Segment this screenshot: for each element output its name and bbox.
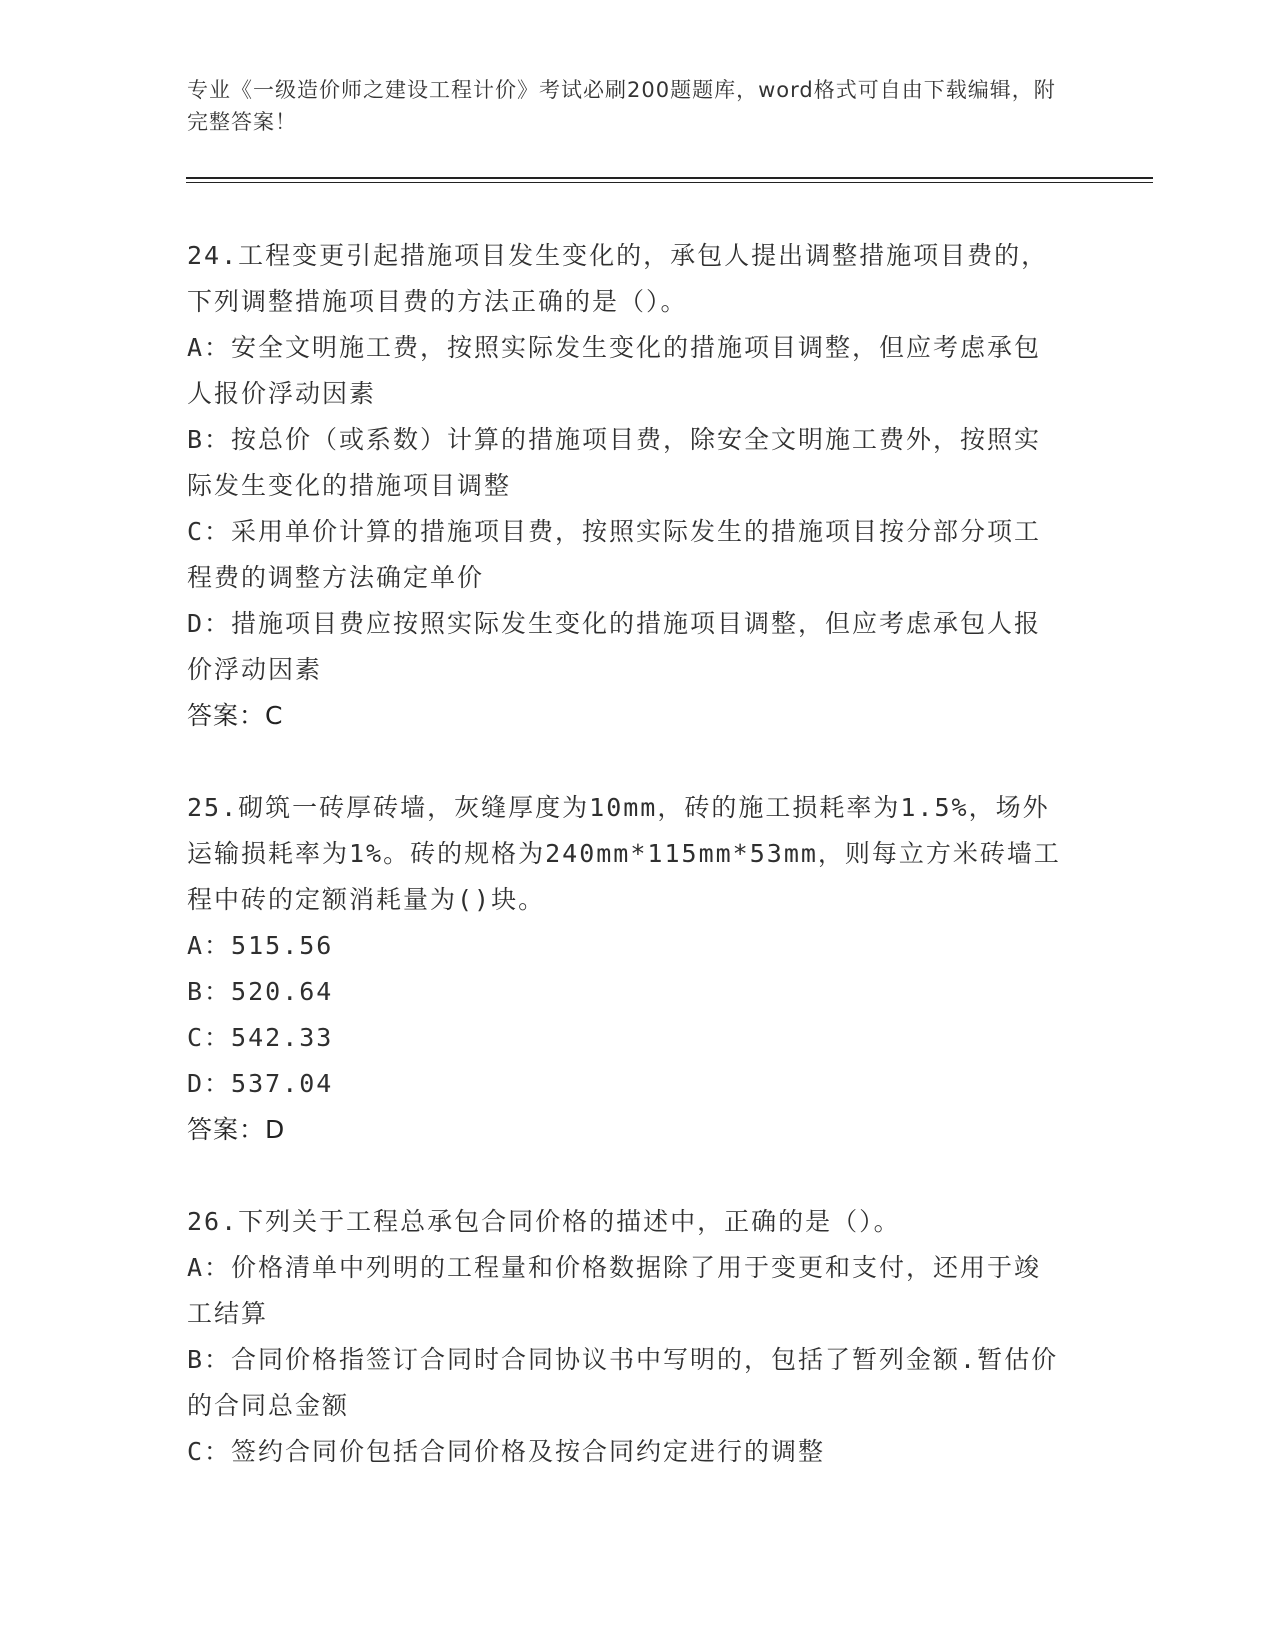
question-25 [187,785,1067,1153]
question-stem: 24.工程变更引起措施项目发生变化的，承包人提出调整措施项目费的，下列调整措施项目费的方法正确的是（）。 [187,241,1049,316]
option-a: A：价格清单中列明的工程量和价格数据除了用于变更和支付，还用于竣工结算 [187,1253,1042,1328]
header-divider-thin [186,182,1153,183]
answer-label: 答案：D [187,1115,286,1144]
option-b: B：520.64 [187,977,334,1006]
option-a: A：515.56 [187,931,334,960]
header-divider-thick [186,177,1153,179]
answer-label: 答案：C [187,701,284,730]
document-header: 专业《一级造价师之建设工程计价》考试必刷200题题库，word格式可自由下载编辑，附完整答案！ [187,78,1056,134]
question-stem: 26.下列关于工程总承包合同价格的描述中，正确的是（）。 [187,1207,901,1236]
option-d: D：537.04 [187,1069,334,1098]
option-c: C：签约合同价包括合同价格及按合同约定进行的调整 [187,1437,826,1466]
question-24 [187,233,1067,739]
option-c: C：542.33 [187,1023,334,1052]
question-26 [187,1199,1067,1475]
option-c: C：采用单价计算的措施项目费，按照实际发生的措施项目按分部分项工程费的调整方法确定单价 [187,517,1042,592]
option-b: B：合同价格指签订合同时合同协议书中写明的，包括了暂列金额.暂估价的合同总金额 [187,1345,1059,1420]
question-list [187,233,1067,1521]
question-stem: 25.砌筑一砖厚砖墙，灰缝厚度为10mm，砖的施工损耗率为1.5%，场外运输损耗率为1%。砖的规格为240mm*115mm*53mm，则每立方米砖墙工程中砖的定额消耗量为()块。 [187,793,1061,914]
option-a: A：安全文明施工费，按照实际发生变化的措施项目调整，但应考虑承包人报价浮动因素 [187,333,1042,408]
option-d: D：措施项目费应按照实际发生变化的措施项目调整，但应考虑承包人报价浮动因素 [187,609,1042,684]
option-b: B：按总价（或系数）计算的措施项目费，除安全文明施工费外，按照实际发生变化的措施项目调整 [187,425,1042,500]
